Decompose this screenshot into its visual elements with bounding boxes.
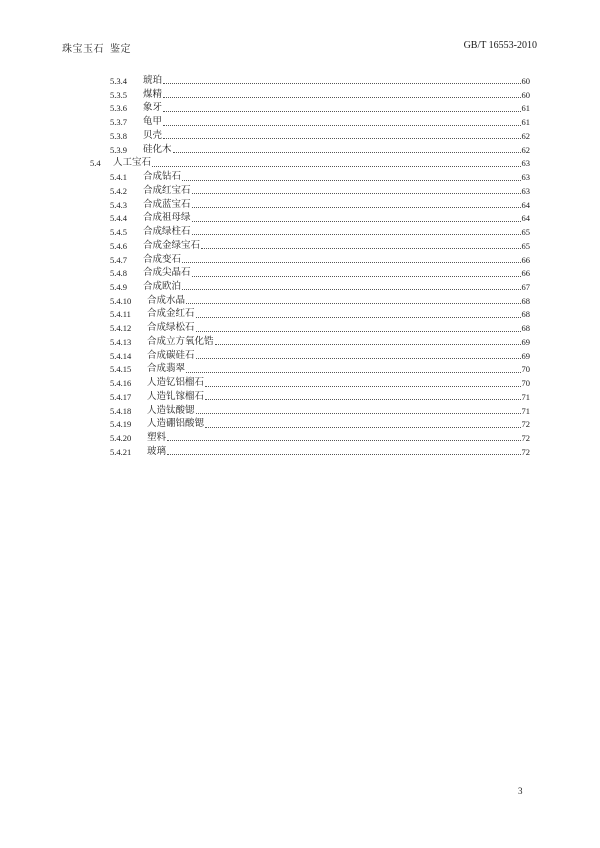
- dot-leader: [196, 358, 521, 359]
- toc-entry-number: 5.4.2: [110, 185, 127, 196]
- toc-entry-number: 5.3.8: [110, 130, 127, 141]
- toc-entry-title: 合成立方氧化锆: [147, 336, 214, 347]
- toc-entry-number: 5.4.5: [110, 227, 127, 238]
- toc-entry-title: 硅化木: [143, 144, 172, 155]
- toc-entry-title: 琥珀: [143, 76, 163, 86]
- toc-entry-title: 合成蓝宝石: [143, 199, 191, 210]
- toc-entry-page: 66: [521, 268, 530, 279]
- toc-entry-title: 合成欧泊: [143, 282, 182, 293]
- toc-entry: [90, 322, 530, 336]
- toc-entry-title: 龟甲: [143, 117, 163, 128]
- toc-entry-number: 5.4.4: [110, 213, 127, 224]
- toc-entry-title: 贝壳: [143, 130, 163, 141]
- dot-leader: [201, 248, 520, 249]
- toc-entry-page: 70: [521, 378, 530, 389]
- toc-entry-title: 人造钆镓榴石: [147, 391, 205, 402]
- toc-entry-title: 玻璃: [147, 446, 167, 457]
- toc-entry: [90, 240, 530, 254]
- toc-entry-title: 人造钇铝榴石: [147, 378, 205, 389]
- dot-leader: [192, 234, 521, 235]
- toc-entry-page: 64: [521, 199, 530, 210]
- toc-entry-page: 65: [521, 227, 530, 238]
- toc-entry-page: 63: [521, 172, 530, 183]
- toc-entry-page: 63: [521, 158, 530, 169]
- toc-entry: [90, 130, 530, 144]
- dot-leader: [196, 413, 521, 414]
- toc-entry-page: 68: [521, 295, 530, 306]
- toc-entry-title: 塑料: [147, 433, 167, 444]
- toc-entry-page: 69: [521, 336, 530, 347]
- dot-leader: [192, 221, 521, 222]
- dot-leader: [163, 138, 520, 139]
- toc-entry-number: 5.4.7: [110, 254, 127, 265]
- toc-entry-title: 合成红宝石: [143, 185, 191, 196]
- toc-entry: [90, 171, 530, 185]
- toc-entry-number: 5.3.4: [110, 76, 127, 86]
- toc-entry-page: 67: [521, 282, 530, 293]
- toc-entry-title: 合成钻石: [143, 172, 182, 183]
- dot-leader: [152, 166, 520, 167]
- dot-leader: [192, 193, 521, 194]
- toc-entry: [90, 75, 530, 89]
- toc-entry-title: 合成翡翠: [147, 364, 186, 375]
- dot-leader: [196, 331, 521, 332]
- dot-leader: [163, 125, 520, 126]
- dot-leader: [196, 317, 521, 318]
- dot-leader: [167, 440, 520, 441]
- toc-entry-number: 5.4.14: [110, 350, 132, 361]
- toc-entry-page: 71: [521, 405, 530, 416]
- toc-entry: [90, 185, 530, 199]
- table-of-contents: [90, 75, 530, 460]
- toc-entry-number: 5.4.1: [110, 172, 127, 183]
- header-title: 珠宝玉石 鉴定: [62, 44, 131, 55]
- header-standard-code: GB/T 16553-2010: [463, 40, 537, 51]
- toc-entry-title: 合成水晶: [147, 295, 186, 306]
- toc-entry: [90, 254, 530, 268]
- toc-entry: [90, 418, 530, 432]
- toc-entry-number: 5.4.10: [110, 295, 132, 306]
- toc-entry-title: 人造硼铝酸锶: [147, 419, 205, 430]
- toc-entry-title: 煤精: [143, 89, 163, 100]
- toc-entry-page: 61: [521, 117, 530, 128]
- toc-entry: [90, 212, 530, 226]
- toc-entry: [90, 432, 530, 446]
- toc-entry-page: 64: [521, 213, 530, 224]
- toc-entry-title: 合成金红石: [147, 309, 195, 320]
- toc-entry-number: 5.4.11: [110, 309, 131, 320]
- toc-entry-page: 71: [521, 391, 530, 402]
- toc-entry-page: 68: [521, 309, 530, 320]
- toc-entry: [90, 116, 530, 130]
- dot-leader: [215, 344, 521, 345]
- toc-entry-number: 5.4.17: [110, 391, 132, 402]
- toc-entry-page: 66: [521, 254, 530, 265]
- toc-entry-number: 5.3.7: [110, 117, 127, 128]
- toc-entry-page: 72: [521, 446, 530, 457]
- toc-entry-page: 62: [521, 130, 530, 141]
- page-number: 3: [518, 786, 523, 796]
- toc-entry-page: 61: [521, 103, 530, 114]
- dot-leader: [163, 83, 520, 84]
- toc-entry-title: 合成尖晶石: [143, 268, 191, 279]
- toc-entry-title: 合成金绿宝石: [143, 240, 201, 251]
- dot-leader: [182, 289, 520, 290]
- toc-entry: [90, 405, 530, 419]
- toc-entry: [90, 336, 530, 350]
- dot-leader: [186, 303, 520, 304]
- dot-leader: [163, 97, 520, 98]
- toc-entry-number: 5.4: [90, 158, 101, 169]
- dot-leader: [192, 207, 521, 208]
- toc-entry: [90, 350, 530, 364]
- toc-entry: [90, 267, 530, 281]
- toc-entry-number: 5.4.8: [110, 268, 127, 279]
- toc-entry-title: 合成绿松石: [147, 323, 195, 334]
- toc-entry-page: 60: [521, 76, 530, 86]
- toc-entry-title: 合成变石: [143, 254, 182, 265]
- dot-leader: [182, 180, 520, 181]
- toc-entry-title: 合成碳硅石: [147, 350, 195, 361]
- toc-entry-page: 72: [521, 433, 530, 444]
- toc-entry-number: 5.4.16: [110, 378, 132, 389]
- toc-entry-page: 69: [521, 350, 530, 361]
- toc-entry-number: 5.4.18: [110, 405, 132, 416]
- toc-entry-title: 人造钛酸锶: [147, 405, 195, 416]
- dot-leader: [205, 386, 520, 387]
- toc-entry-number: 5.4.3: [110, 199, 127, 210]
- toc-entry-page: 65: [521, 240, 530, 251]
- toc-entry-number: 5.3.5: [110, 89, 127, 100]
- toc-entry-page: 72: [521, 419, 530, 430]
- toc-entry: [90, 363, 530, 377]
- dot-leader: [192, 276, 521, 277]
- toc-entry-number: 5.4.13: [110, 336, 132, 347]
- toc-entry-page: 63: [521, 185, 530, 196]
- toc-entry-number: 5.4.6: [110, 240, 127, 251]
- toc-entry-page: 70: [521, 364, 530, 375]
- toc-entry: [90, 199, 530, 213]
- toc-entry-number: 5.4.12: [110, 323, 132, 334]
- toc-entry-number: 5.4.21: [110, 446, 132, 457]
- toc-entry: [90, 446, 530, 460]
- toc-entry-title: 合成祖母绿: [143, 213, 191, 224]
- toc-entry-page: 62: [521, 144, 530, 155]
- toc-entry: [90, 144, 530, 158]
- toc-entry-number: 5.4.15: [110, 364, 132, 375]
- toc-entry: [90, 377, 530, 391]
- dot-leader: [186, 372, 520, 373]
- toc-entry-number: 5.3.6: [110, 103, 127, 114]
- toc-entry-page: 68: [521, 323, 530, 334]
- toc-entry-number: 5.4.9: [110, 282, 127, 293]
- toc-entry-page: 60: [521, 89, 530, 100]
- toc-entry: [90, 295, 530, 309]
- toc-entry: [90, 89, 530, 103]
- toc-entry: [90, 391, 530, 405]
- toc-entry-title: 象牙: [143, 103, 163, 114]
- toc-entry-title: 人工宝石: [113, 158, 152, 169]
- toc-entry: [90, 226, 530, 240]
- dot-leader: [167, 454, 520, 455]
- toc-entry: [90, 281, 530, 295]
- dot-leader: [182, 262, 520, 263]
- toc-entry-number: 5.3.9: [110, 144, 127, 155]
- dot-leader: [173, 152, 521, 153]
- toc-entry: [90, 308, 530, 322]
- dot-leader: [205, 399, 520, 400]
- toc-entry-title: 合成绿柱石: [143, 227, 191, 238]
- toc-entry-number: 5.4.20: [110, 433, 132, 444]
- dot-leader: [163, 111, 520, 112]
- toc-entry-number: 5.4.19: [110, 419, 132, 430]
- toc-entry: [90, 157, 530, 171]
- toc-entry: [90, 102, 530, 116]
- dot-leader: [205, 427, 520, 428]
